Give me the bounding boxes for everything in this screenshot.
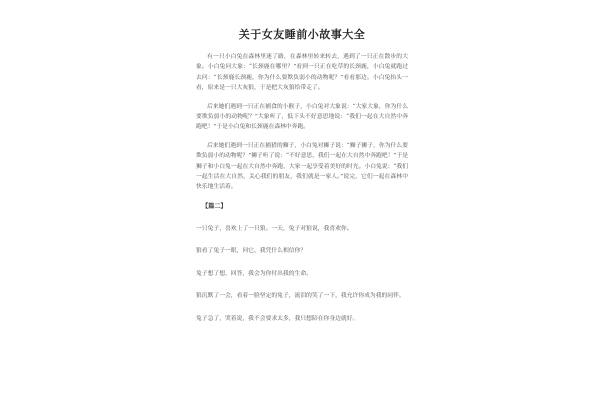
- story-paragraph: 后来她们遇到一只正在捕猎的狮子，小白兔对狮子说：“狮子狮子，你为什么要欺负弱小的动物呢？”狮子听了说：“不好意思，我们一起在大自然中奔跑吧！”于是狮子和小白兔一起在大自然中奔跑，大家一起享受着美好的时光。小白兔说：“我们一起生活在大自然，关心我们的朋友，我们就是一家人。”说完，它们一起在森林中快乐地生活着。: [196, 142, 408, 191]
- section-heading: 【篇二】: [202, 202, 227, 210]
- document-title: 关于女友睡前小故事大全: [238, 28, 366, 41]
- document-content: [196, 26, 408, 336]
- story-paragraph: 有一只小白兔在森林里迷了路，在森林里转来转去，遇到了一只正在散步的大象。小白兔问大象：“长颈鹿在哪里？”看到一只正在吃草的长颈鹿，小白兔就跑过去问：“长颈鹿长颈鹿，你为什么要欺负弱小的动物呢？”看看那边。小白兔抬头一看，原来是一只大灰狼，于是把大灰狼给带走了。: [196, 54, 408, 92]
- story-paragraph: 兔子想了想，回答，我会为你付出我的生命。: [196, 270, 312, 277]
- story-paragraph: 狼沉默了一会，看着一脸坚定的兔子，流泪的笑了一下，我允许你成为我的同伴。: [196, 293, 405, 300]
- story-paragraph: 狼看了兔子一眼，问它，我凭什么相信你？: [196, 248, 307, 255]
- story-paragraph: 兔子急了，哭着说，我不会要求太多，我只想陪在你身边就好。: [196, 315, 359, 322]
- story-paragraph: 后来她们遇到一只正在捕食的小猴子，小白兔对大象说：“大家大象，你为什么要欺负弱小的动物呢？”大象听了，低下头不好意思地说：“我们一起在大自然中奔跑吧！”于是小白兔和长颈鹿在森林中奔跑。: [196, 103, 408, 131]
- story-paragraph: 一只兔子，喜欢上了一只狼。一天，兔子对狼说，我喜欢你。: [196, 225, 353, 232]
